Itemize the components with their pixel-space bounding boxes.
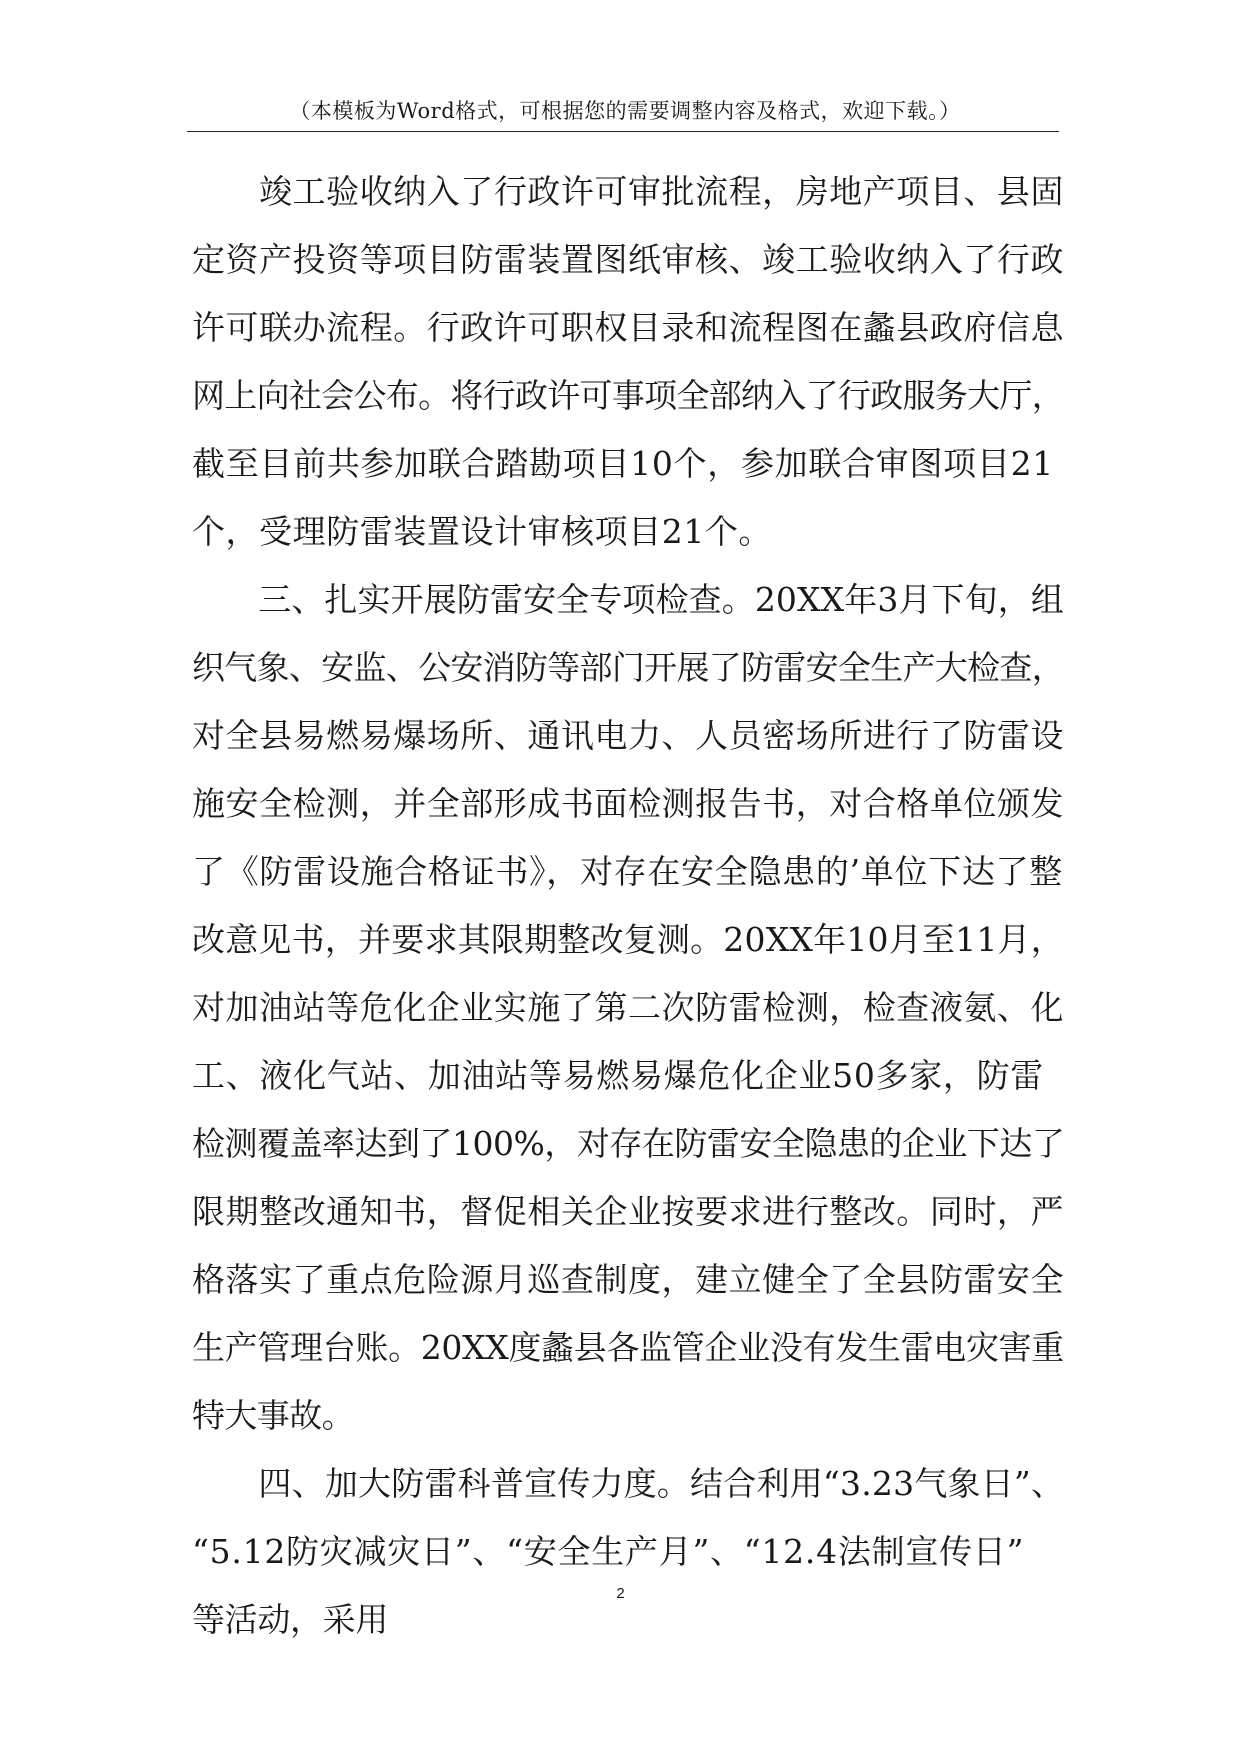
header-divider bbox=[187, 131, 1059, 132]
body-line: 许可联办流程。行政许可职权目录和流程图在蠡县政府信息 bbox=[192, 308, 1064, 347]
body-line: 限期整改通知书，督促相关企业按要求进行整改。同时，严 bbox=[192, 1192, 1064, 1231]
body-line: 检测覆盖率达到了100%，对存在防雷安全隐患的企业下达了 bbox=[192, 1124, 1065, 1163]
body-line: 施安全检测，并全部形成书面检测报告书，对合格单位颁发 bbox=[192, 784, 1064, 823]
body-line: 特大事故。 bbox=[192, 1396, 355, 1435]
body-line: 定资产投资等项目防雷装置图纸审核、竣工验收纳入了行政 bbox=[192, 240, 1064, 279]
body-line: 对加油站等危化企业实施了第二次防雷检测，检查液氨、化 bbox=[192, 988, 1064, 1027]
body-line: 织气象、安监、公安消防等部门开展了防雷安全生产大检查， bbox=[192, 648, 1065, 687]
body-line: “5.12防灾减灾日”、“安全生产月”、“12.4法制宣传日” bbox=[192, 1532, 1025, 1571]
body-line: 格落实了重点危险源月巡查制度，建立健全了全县防雷安全 bbox=[192, 1260, 1064, 1299]
body-line: 生产管理台账。20XX度蠡县各监管企业没有发生雷电灾害重 bbox=[192, 1328, 1064, 1367]
body-line: 对全县易燃易爆场所、通讯电力、人员密场所进行了防雷设 bbox=[192, 716, 1064, 755]
body-line: 工、液化气站、加油站等易燃易爆危化企业50多家，防雷 bbox=[192, 1056, 1044, 1095]
body-line: 了《防雷设施合格证书》，对存在安全隐患的’单位下达了整 bbox=[192, 852, 1063, 891]
body-line: 三、扎实开展防雷安全专项检查。20XX年3月下旬，组 bbox=[192, 580, 1064, 619]
page-number: 2 bbox=[616, 1585, 625, 1602]
body-line: 截至目前共参加联合踏勘项目10个，参加联合审图项目21 bbox=[192, 444, 1054, 483]
body-line: 改意见书，并要求其限期整改复测。20XX年10月至11月， bbox=[192, 920, 1064, 959]
body-line: 网上向社会公布。将行政许可事项全部纳入了行政服务大厅， bbox=[192, 376, 1065, 415]
template-header-note: （本模板为Word格式，可根据您的需要调整内容及格式，欢迎下载。） bbox=[289, 99, 961, 123]
body-line: 个，受理防雷装置设计审核项目21个。 bbox=[192, 512, 772, 551]
document-body bbox=[192, 158, 1072, 1654]
body-line: 等活动，采用 bbox=[192, 1600, 389, 1639]
body-line: 竣工验收纳入了行政许可审批流程，房地产项目、县固 bbox=[192, 172, 1064, 211]
body-line: 四、加大防雷科普宣传力度。结合利用“3.23气象日”、 bbox=[192, 1464, 1065, 1503]
